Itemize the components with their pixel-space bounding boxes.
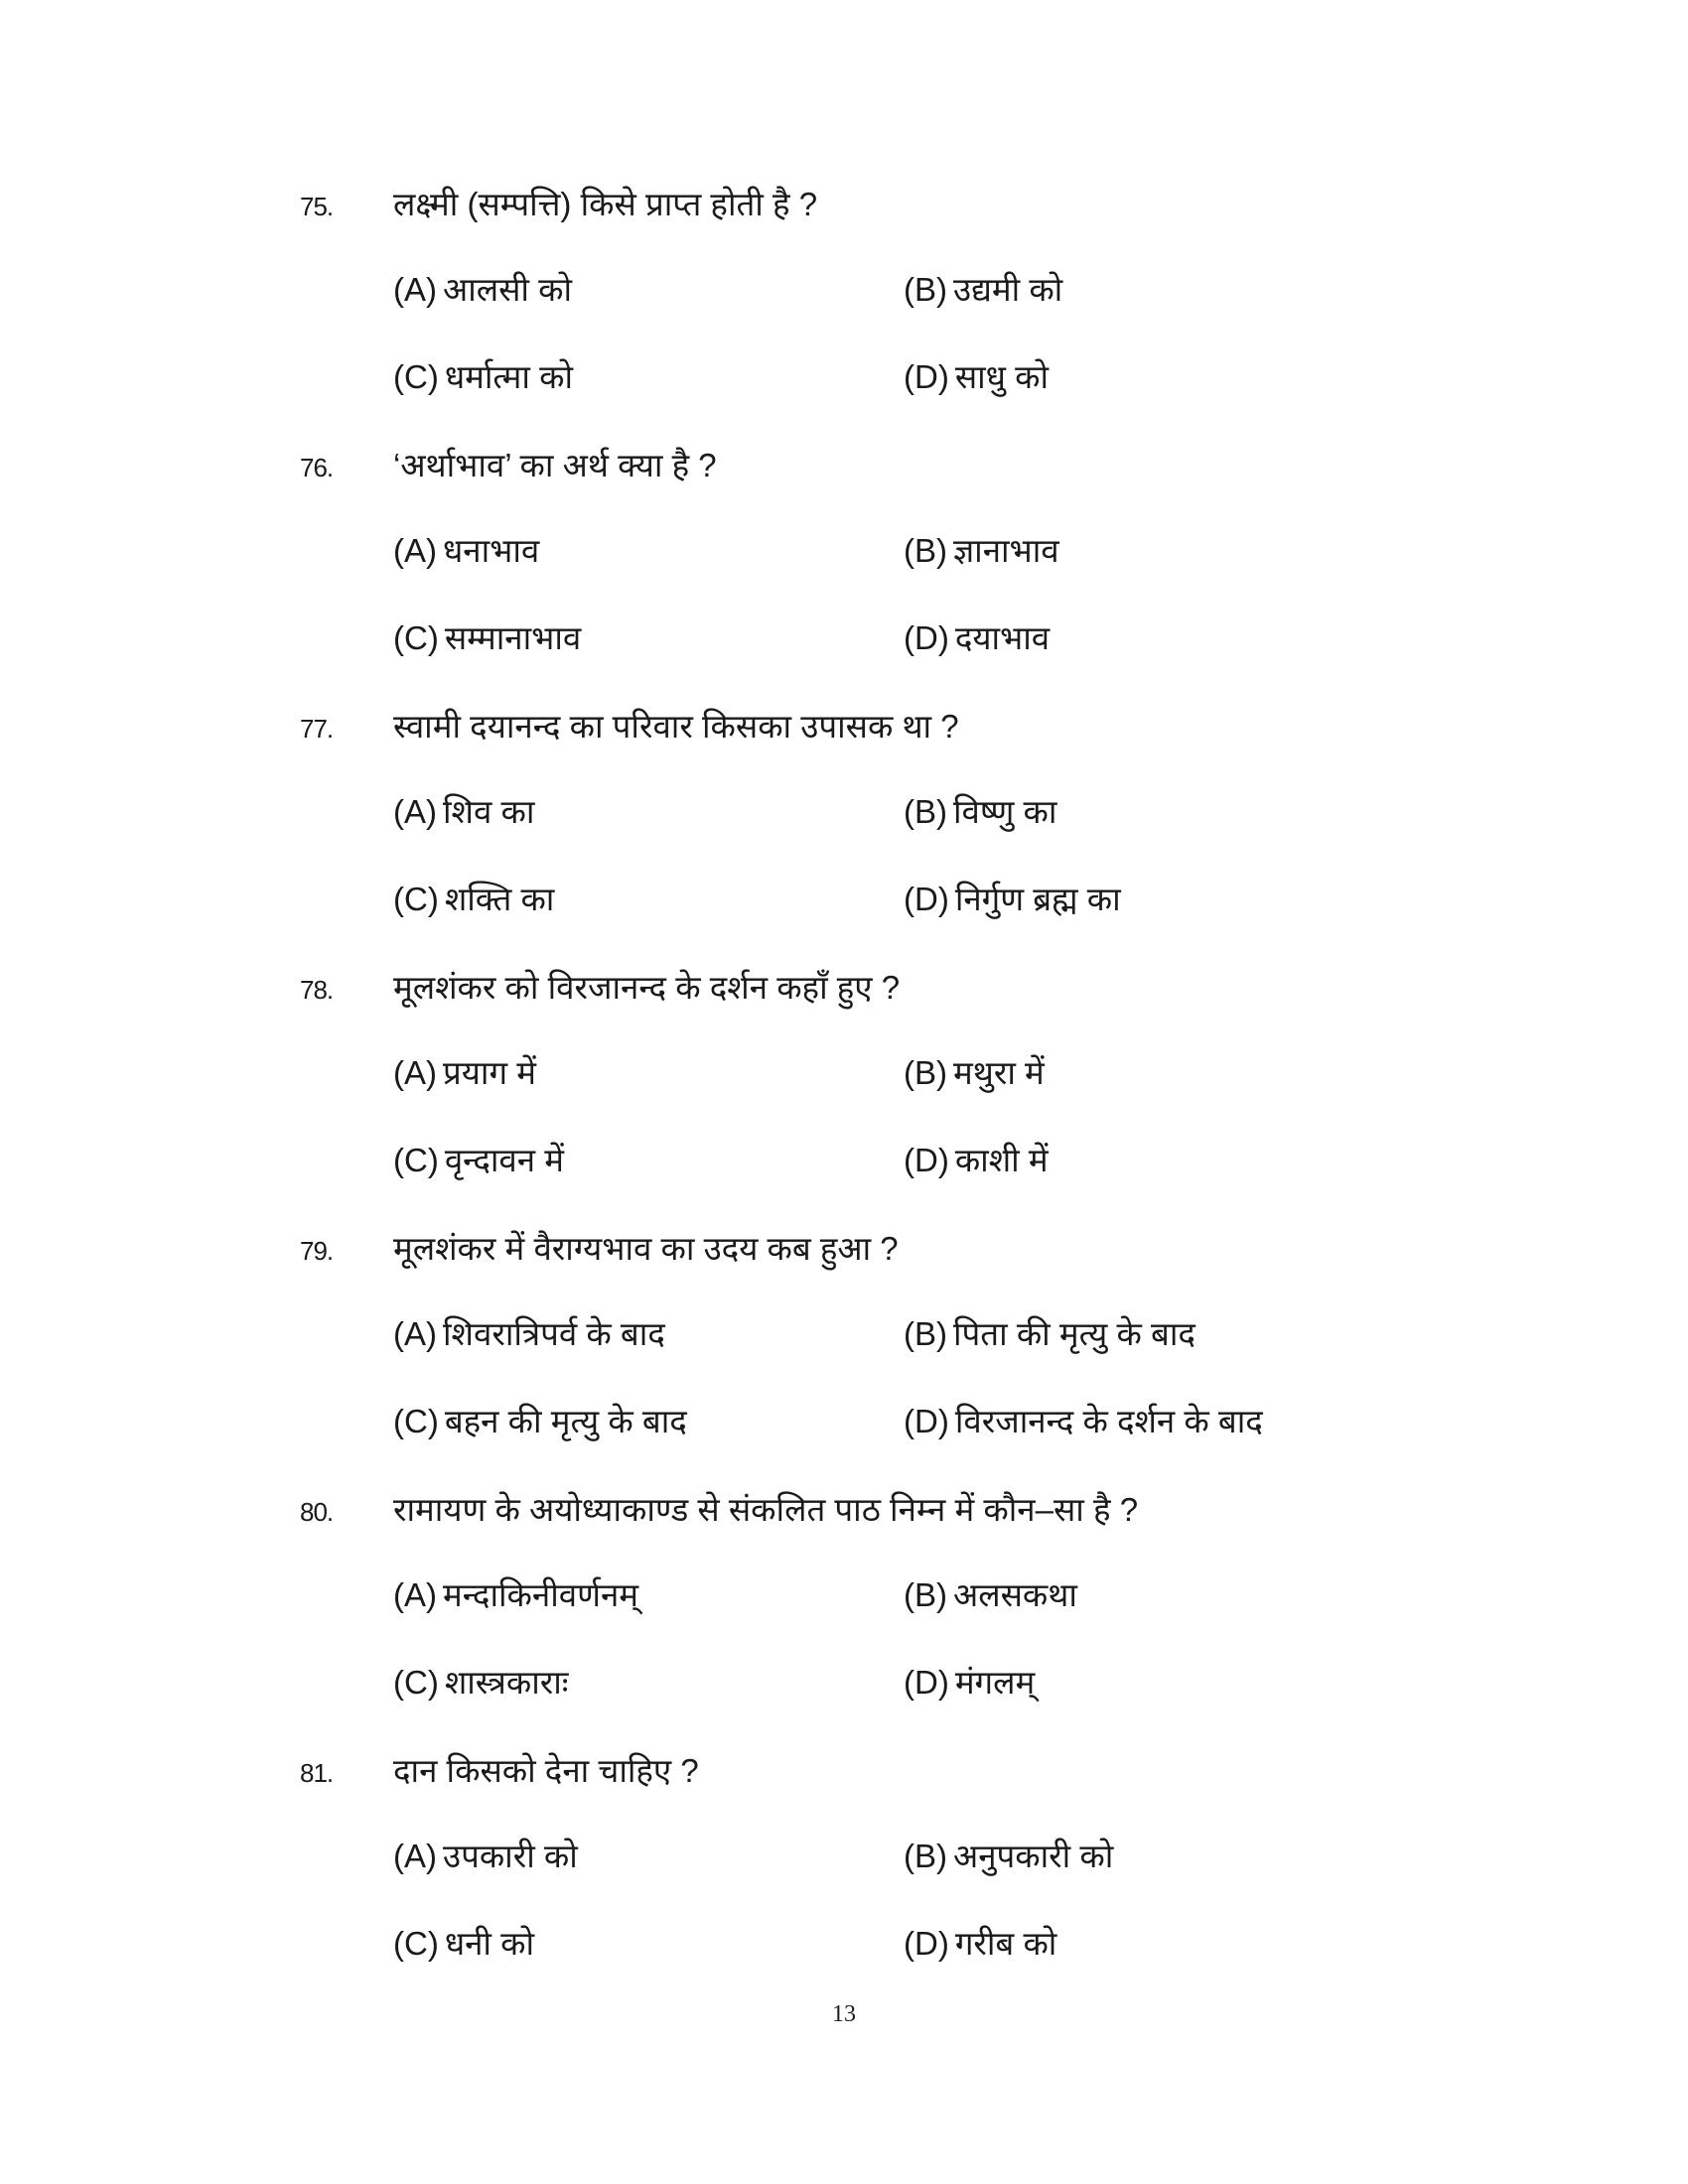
option-label: (A) (393, 1054, 437, 1091)
option-label: (B) (904, 532, 947, 569)
option-d (904, 1139, 1049, 1182)
option-d (904, 355, 1049, 399)
option-text: सम्मानाभाव (444, 619, 582, 656)
option-text: बहन की मृत्यु के बाद (444, 1403, 687, 1439)
question-79 (0, 1231, 1688, 1489)
option-text: पिता की मृत्यु के बाद (953, 1315, 1196, 1352)
question-text: रामायण के अयोध्याकाण्ड से संकलित पाठ निम्न में कौन–सा है ? (393, 1491, 1139, 1528)
option-label: (C) (393, 1925, 439, 1962)
option-c (393, 1661, 568, 1705)
option-text: धनाभाव (443, 532, 540, 569)
option-label: (D) (904, 358, 949, 395)
option-label: (D) (904, 1142, 949, 1178)
option-d (904, 616, 1050, 660)
option-d (904, 1661, 1035, 1705)
option-text: धर्मात्मा को (444, 358, 574, 395)
option-label: (A) (393, 793, 437, 830)
option-text: शिव का (443, 793, 535, 830)
question-75 (0, 187, 1688, 445)
option-a (393, 1835, 578, 1878)
option-label: (B) (904, 1054, 947, 1091)
question-number: 75. (300, 192, 334, 221)
option-b (904, 790, 1056, 834)
option-text: मंगलम् (954, 1664, 1036, 1701)
option-label: (A) (393, 1315, 437, 1352)
question-text: मूलशंकर को विरजानन्द के दर्शन कहाँ हुए ? (393, 969, 901, 1006)
option-text: दयाभाव (954, 619, 1051, 656)
option-text: वृन्दावन में (444, 1142, 564, 1178)
option-text: गरीब को (954, 1925, 1057, 1962)
option-label: (C) (393, 881, 439, 917)
option-d (904, 878, 1121, 921)
option-b (904, 1835, 1113, 1878)
option-a (393, 529, 539, 573)
option-label: (A) (393, 271, 437, 308)
question-number: 76. (300, 453, 334, 482)
option-text: प्रयाग में (443, 1054, 536, 1091)
question-78 (0, 970, 1688, 1228)
option-c (393, 1400, 687, 1443)
option-label: (B) (904, 793, 947, 830)
question-81 (0, 1753, 1688, 2011)
option-c (393, 1922, 534, 1966)
option-label: (D) (904, 1925, 949, 1962)
option-text: ज्ञानाभाव (953, 532, 1059, 569)
question-number: 81. (300, 1758, 334, 1788)
option-label: (C) (393, 358, 439, 395)
option-text: मन्दाकिनीवर्णनम् (443, 1576, 639, 1613)
option-text: विरजानन्द के दर्शन के बाद (954, 1403, 1263, 1439)
option-text: साधु को (954, 358, 1050, 395)
option-d (904, 1922, 1056, 1966)
option-label: (D) (904, 619, 949, 656)
option-text: आलसी को (443, 271, 573, 308)
option-text: उद्यमी को (953, 271, 1063, 308)
question-text: मूलशंकर में वैराग्यभाव का उदय कब हुआ ? (393, 1230, 899, 1267)
option-label: (A) (393, 1838, 437, 1874)
option-label: (D) (904, 1403, 949, 1439)
question-text: दान किसको देना चाहिए ? (393, 1752, 699, 1789)
option-text: शक्ति का (444, 881, 555, 917)
option-a (393, 268, 572, 312)
option-label: (B) (904, 1315, 947, 1352)
question-76 (0, 448, 1688, 706)
option-text: शिवरात्रिपर्व के बाद (443, 1315, 665, 1352)
option-label: (B) (904, 1576, 947, 1613)
option-text: धनी को (444, 1925, 535, 1962)
page-number: 13 (832, 2001, 856, 2027)
question-number: 77. (300, 714, 334, 744)
question-number: 80. (300, 1497, 334, 1527)
option-b (904, 268, 1062, 312)
option-text: विष्णु का (953, 793, 1057, 830)
option-text: निर्गुण ब्रह्म का (954, 881, 1121, 917)
option-text: उपकारी को (443, 1838, 578, 1874)
option-text: अनुपकारी को (953, 1838, 1114, 1874)
option-label: (C) (393, 1403, 439, 1439)
question-text: स्वामी दयानन्द का परिवार किसका उपासक था ? (393, 708, 959, 745)
option-c (393, 1139, 564, 1182)
option-b (904, 1573, 1077, 1617)
option-label: (C) (393, 1664, 439, 1701)
option-b (904, 1312, 1196, 1356)
question-text: ‘अर्थाभाव’ का अर्थ क्या है ? (393, 447, 717, 483)
option-text: अलसकथा (953, 1576, 1077, 1613)
option-label: (A) (393, 1576, 437, 1613)
option-label: (D) (904, 881, 949, 917)
question-text: लक्ष्मी (सम्पत्ति) किसे प्राप्त होती है ? (393, 186, 818, 222)
option-b (904, 529, 1059, 573)
option-c (393, 878, 554, 921)
question-number: 78. (300, 975, 334, 1005)
option-label: (D) (904, 1664, 949, 1701)
option-text: काशी में (954, 1142, 1049, 1178)
option-c (393, 616, 581, 660)
option-a (393, 790, 534, 834)
question-77 (0, 709, 1688, 967)
option-a (393, 1573, 638, 1617)
option-label: (B) (904, 1838, 947, 1874)
option-a (393, 1051, 536, 1095)
option-text: मथुरा में (953, 1054, 1045, 1091)
option-label: (C) (393, 1142, 439, 1178)
option-label: (C) (393, 619, 439, 656)
option-text: शास्त्रकाराः (444, 1664, 569, 1701)
option-label: (A) (393, 532, 437, 569)
option-d (904, 1400, 1263, 1443)
option-a (393, 1312, 665, 1356)
question-number: 79. (300, 1236, 334, 1266)
option-b (904, 1051, 1045, 1095)
option-c (393, 355, 573, 399)
option-label: (B) (904, 271, 947, 308)
question-80 (0, 1492, 1688, 1750)
